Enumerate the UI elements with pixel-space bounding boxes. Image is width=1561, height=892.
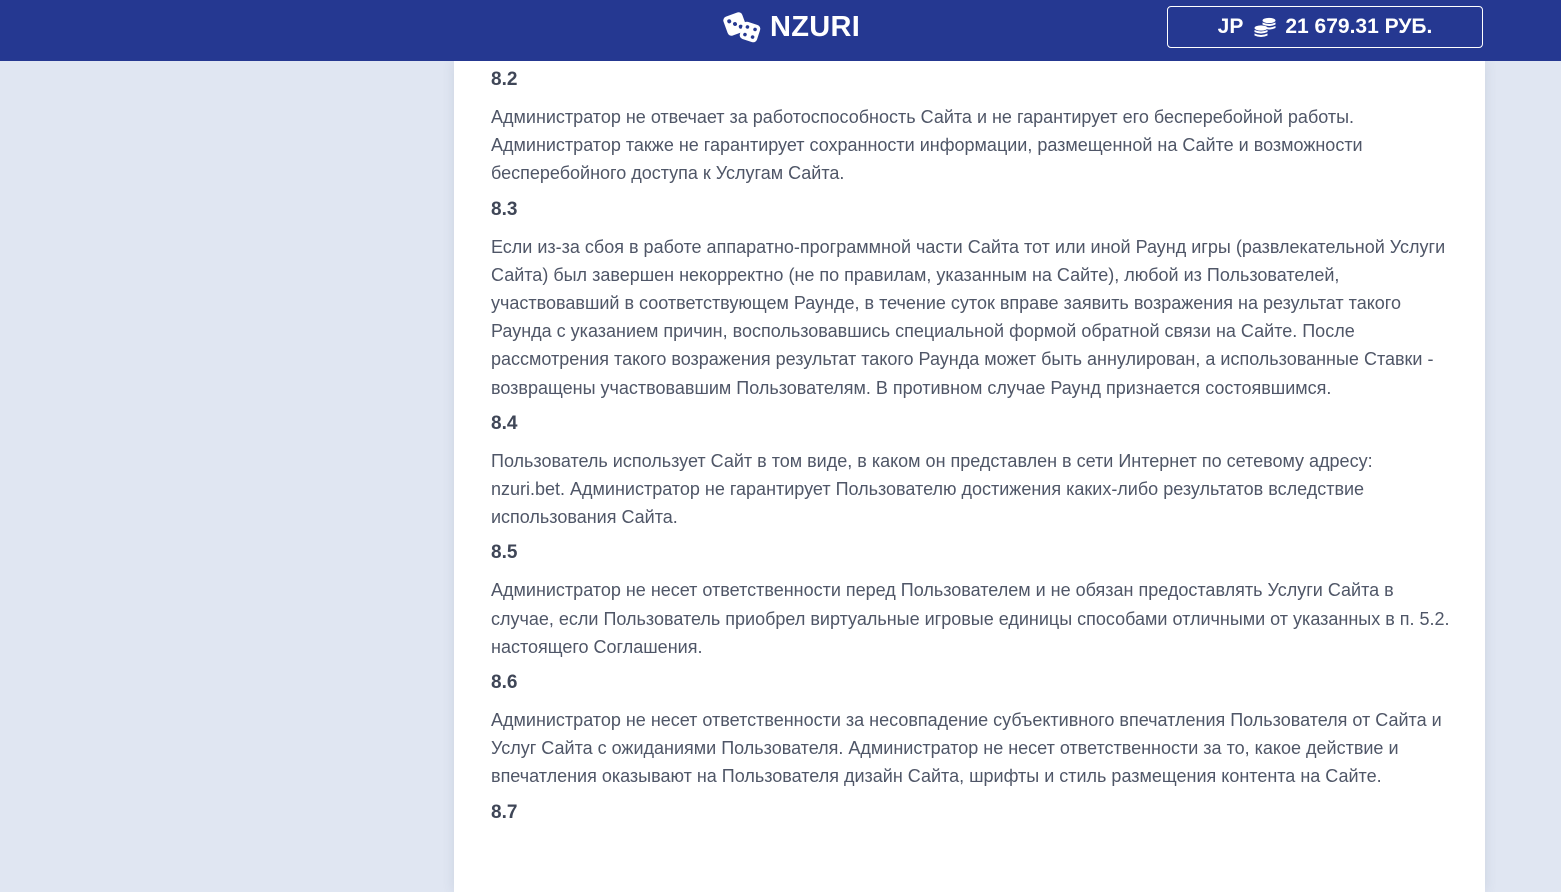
section-text: Администратор не несет ответственности за несовпадение субъективного впечатления Пользователя от Сайта и Услуг Сайта с ожиданиями Пользователя. Администратор не несет ответственности за то, какое действие и впечатления оказывают на Пользователя дизайн Сайта, шрифты и стиль размещения контента на Сайте.	[491, 710, 1442, 787]
jackpot-display[interactable]	[1167, 6, 1483, 48]
section-8-6	[491, 670, 1451, 791]
section-8-5	[491, 540, 1451, 661]
section-8-7	[491, 800, 1451, 826]
section-number: 8.3	[491, 198, 518, 220]
section-number: 8.5	[491, 542, 518, 564]
coins-icon	[1253, 15, 1277, 39]
section-text: Пользователь использует Сайт в том виде, в каком он представлен в сети Интернет по сетевому адресу: nzuri.bet. Администратор не гарантирует Пользователю достижения каких-либо результатов вследствие использования Сайта.	[491, 450, 1373, 528]
terms-content-panel	[454, 61, 1485, 892]
section-number: 8.7	[491, 801, 518, 823]
jackpot-label: JP	[1217, 15, 1244, 38]
terms-sections	[491, 67, 1451, 836]
logo-link[interactable]	[722, 9, 860, 45]
section-number: 8.6	[491, 672, 518, 694]
section-8-4	[491, 411, 1451, 532]
section-8-2	[491, 67, 1451, 188]
jackpot-amount: 21 679.31 РУБ.	[1285, 15, 1433, 38]
section-number: 8.2	[491, 69, 518, 90]
section-number: 8.4	[491, 412, 518, 434]
section-text: Если из-за сбоя в работе аппаратно-программной части Сайта тот или иной Раунд игры (развлекательной Услуги Сайта) был завершен некорректно (не по правилам, указанным на Сайте), любой из Пользователей, участвовавший в соответствующем Раунде, в течение суток вправе заявить возражения на результат такого Раунда с указанием причин, воспользовавшись специальной формой обратной связи на Сайте. После рассмотрения такого возражения результат такого Раунда может быть аннулирован, а использованные Ставки - возвращены участвовавшим Пользователям. В противном случае Раунд признается состоявшимся.	[491, 236, 1446, 398]
section-text: Администратор не отвечает за работоспособность Сайта и не гарантирует его бесперебойной работы. Администратор также не гарантирует сохранности информации, размещенной на Сайте и возможности бесперебойного доступа к Услугам Сайта.	[491, 107, 1363, 184]
section-text: Администратор не несет ответственности перед Пользователем и не обязан предоставлять Услуги Сайта в случае, если Пользователь приобрел виртуальные игровые единицы способами отличными от указанных в п. 5.2. настоящего Соглашения.	[491, 580, 1450, 657]
top-header	[0, 0, 1561, 61]
section-8-3	[491, 197, 1451, 402]
logo-text: NZURI	[770, 10, 861, 43]
dice-icon	[722, 10, 762, 44]
